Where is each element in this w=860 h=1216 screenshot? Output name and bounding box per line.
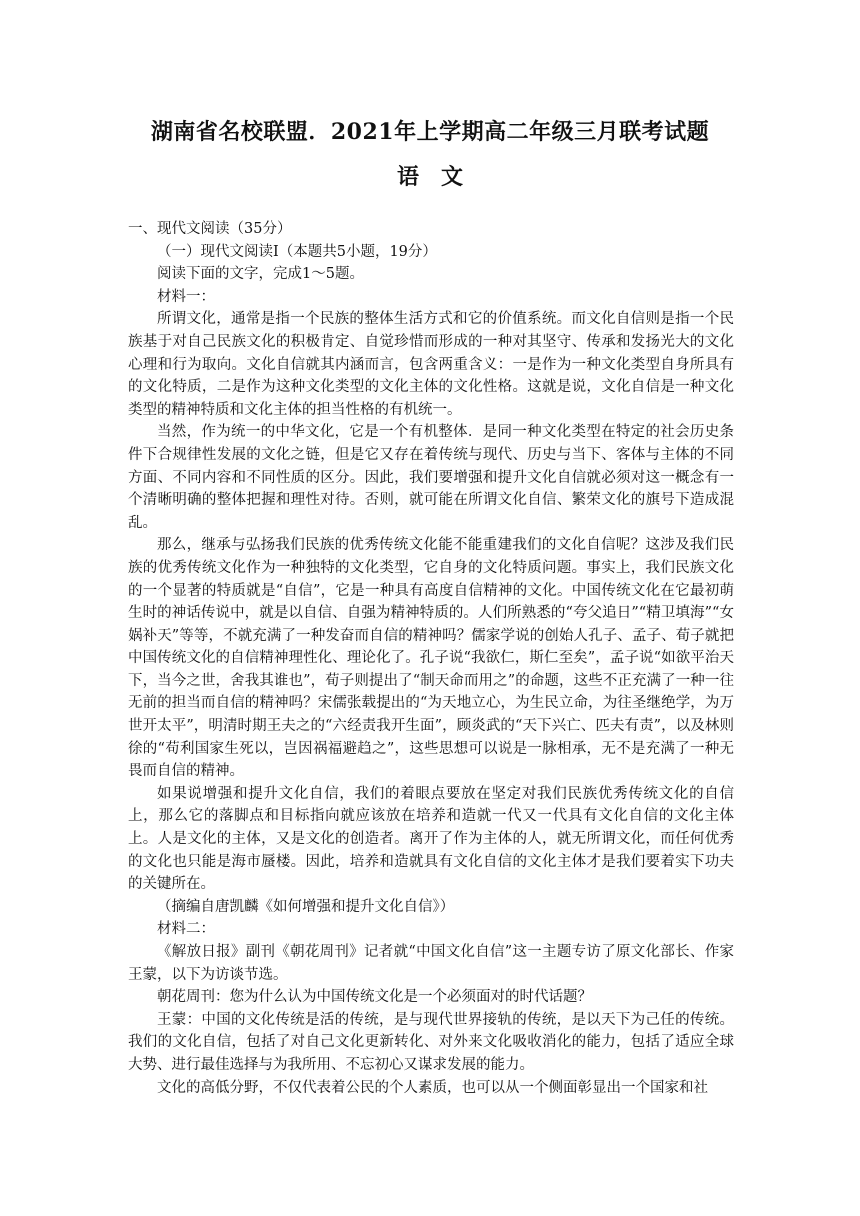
interview-answer: 王蒙：中国的文化传统是活的传统，是与现代世界接轨的传统，是以天下为己任的传统。我们的文化自信，包括了对自己文化更新转化、对外来文化吸收消化的能力，包括了适应全球大势、进行最佳选择与为我所用、不忘初心又谋求发展的能力。	[128, 1011, 734, 1073]
section-heading: 一、现代文阅读（35分）	[128, 221, 292, 237]
body-paragraph: 如果说增强和提升文化自信，我们的着眼点要放在坚定对我们民族优秀传统文化的自信上，那么它的落脚点和目标指向就应该放在培养和造就一代又一代具有文化自信的文化主体上。人是文化的主体，又是文化的创造者。离开了作为主体的人，就无所谓文化，而任何优秀的文化也只能是海市蜃楼。因此，培养和造就具有文化自信的文化主体才是我们要着实下功夫的关键所在。	[128, 785, 734, 893]
body-paragraph: 所谓文化，通常是指一个民族的整体生活方式和它的价值系统。而文化自信则是指一个民族基于对自己民族文化的积极肯定、自觉珍惜而形成的一种对其坚守、传承和发扬光大的文化心理和行为取向。文化自信就其内涵而言，包含两重含义：一是作为一种文化类型自身所具有的文化特质，二是作为这种文化类型的文化主体的文化性格。这就是说，文化自信是一种文化类型的精神特质和文化主体的担当性格的有机统一。	[128, 311, 734, 418]
body-paragraph: 当然，作为统一的中华文化，它是一个有机整体．是同一种文化类型在特定的社会历史条件下合规律性发展的文化之链，但是它又存在着传统与现代、历史与当下、客体与主体的不同方面、不同内容和不同性质的区分。因此，我们要增强和提升文化自信就必须对这一概念有一个清晰明确的整体把握和理性对待。否则，就可能在所谓文化自信、繁荣文化的旗号下造成混乱。	[128, 424, 734, 531]
body-paragraph: 文化的高低分野，不仅代表着公民的个人素质，也可以从一个侧面彰显出一个国家和社	[157, 1079, 708, 1096]
reading-instruction: 阅读下面的文字，完成1～5题。	[157, 266, 364, 283]
body-paragraph: 那么，继承与弘扬我们民族的优秀传统文化能不能重建我们的文化自信呢？这涉及我们民族的优秀传统文化作为一种独特的文化类型，它自身的文化特质问题。事实上，我们民族文化的一个显著的特质就是“自信”，它是一种具有高度自信精神的文化。中国传统文化在它最初萌生时的神话传说中，就是以自信、自强为精神特质的。人们所熟悉的“夸父追日”“精卫填海”“女娲补天”等等，不就充满了一种发奋而自信的精神吗？儒家学说的创始人孔子、孟子、荀子就把中国传统文化的自信精神理性化、理论化了。孔子说“我欲仁，斯仁至矣”，孟子说“如欲平治天下，当今之世，舍我其谁也”，荀子则提出了“制天命而用之”的命题，这些不正充满了一种一往无前的担当而自信的精神吗？宋儒张载提出的“为天地立心，为生民立命，为往圣继绝学，为万世开太平”，明清时期王夫之的“六经责我开生面”，顾炎武的“天下兴亡、匹夫有责”，以及林则徐的“苟利国家生死以，岂因祸福避趋之”，这些思想可以说是一脉相承，无不是充满了一种无畏而自信的精神。	[128, 537, 734, 780]
subject-title: 语 文	[396, 164, 463, 190]
source-citation: （摘编自唐凯麟《如何增强和提升文化自信》）	[157, 898, 455, 915]
material-label: 材料一：	[157, 288, 215, 305]
body-paragraph: 《解放日报》副刊《朝花周刊》记者就“中国文化自信”这一主题专访了原文化部长、作家王蒙，以下为访谈节选。	[128, 944, 734, 983]
interview-question: 朝花周刊：您为什么认为中国传统文化是一个必须面对的时代话题？	[157, 989, 592, 1006]
subsection-heading: （一）现代文阅读Ⅰ（本题共5小题，19分）	[157, 243, 437, 260]
document-body	[128, 218, 734, 1099]
material-label: 材料二：	[157, 921, 215, 938]
document-title: 湖南省名校联盟．2021年上学期高二年级三月联考试题	[150, 119, 710, 145]
